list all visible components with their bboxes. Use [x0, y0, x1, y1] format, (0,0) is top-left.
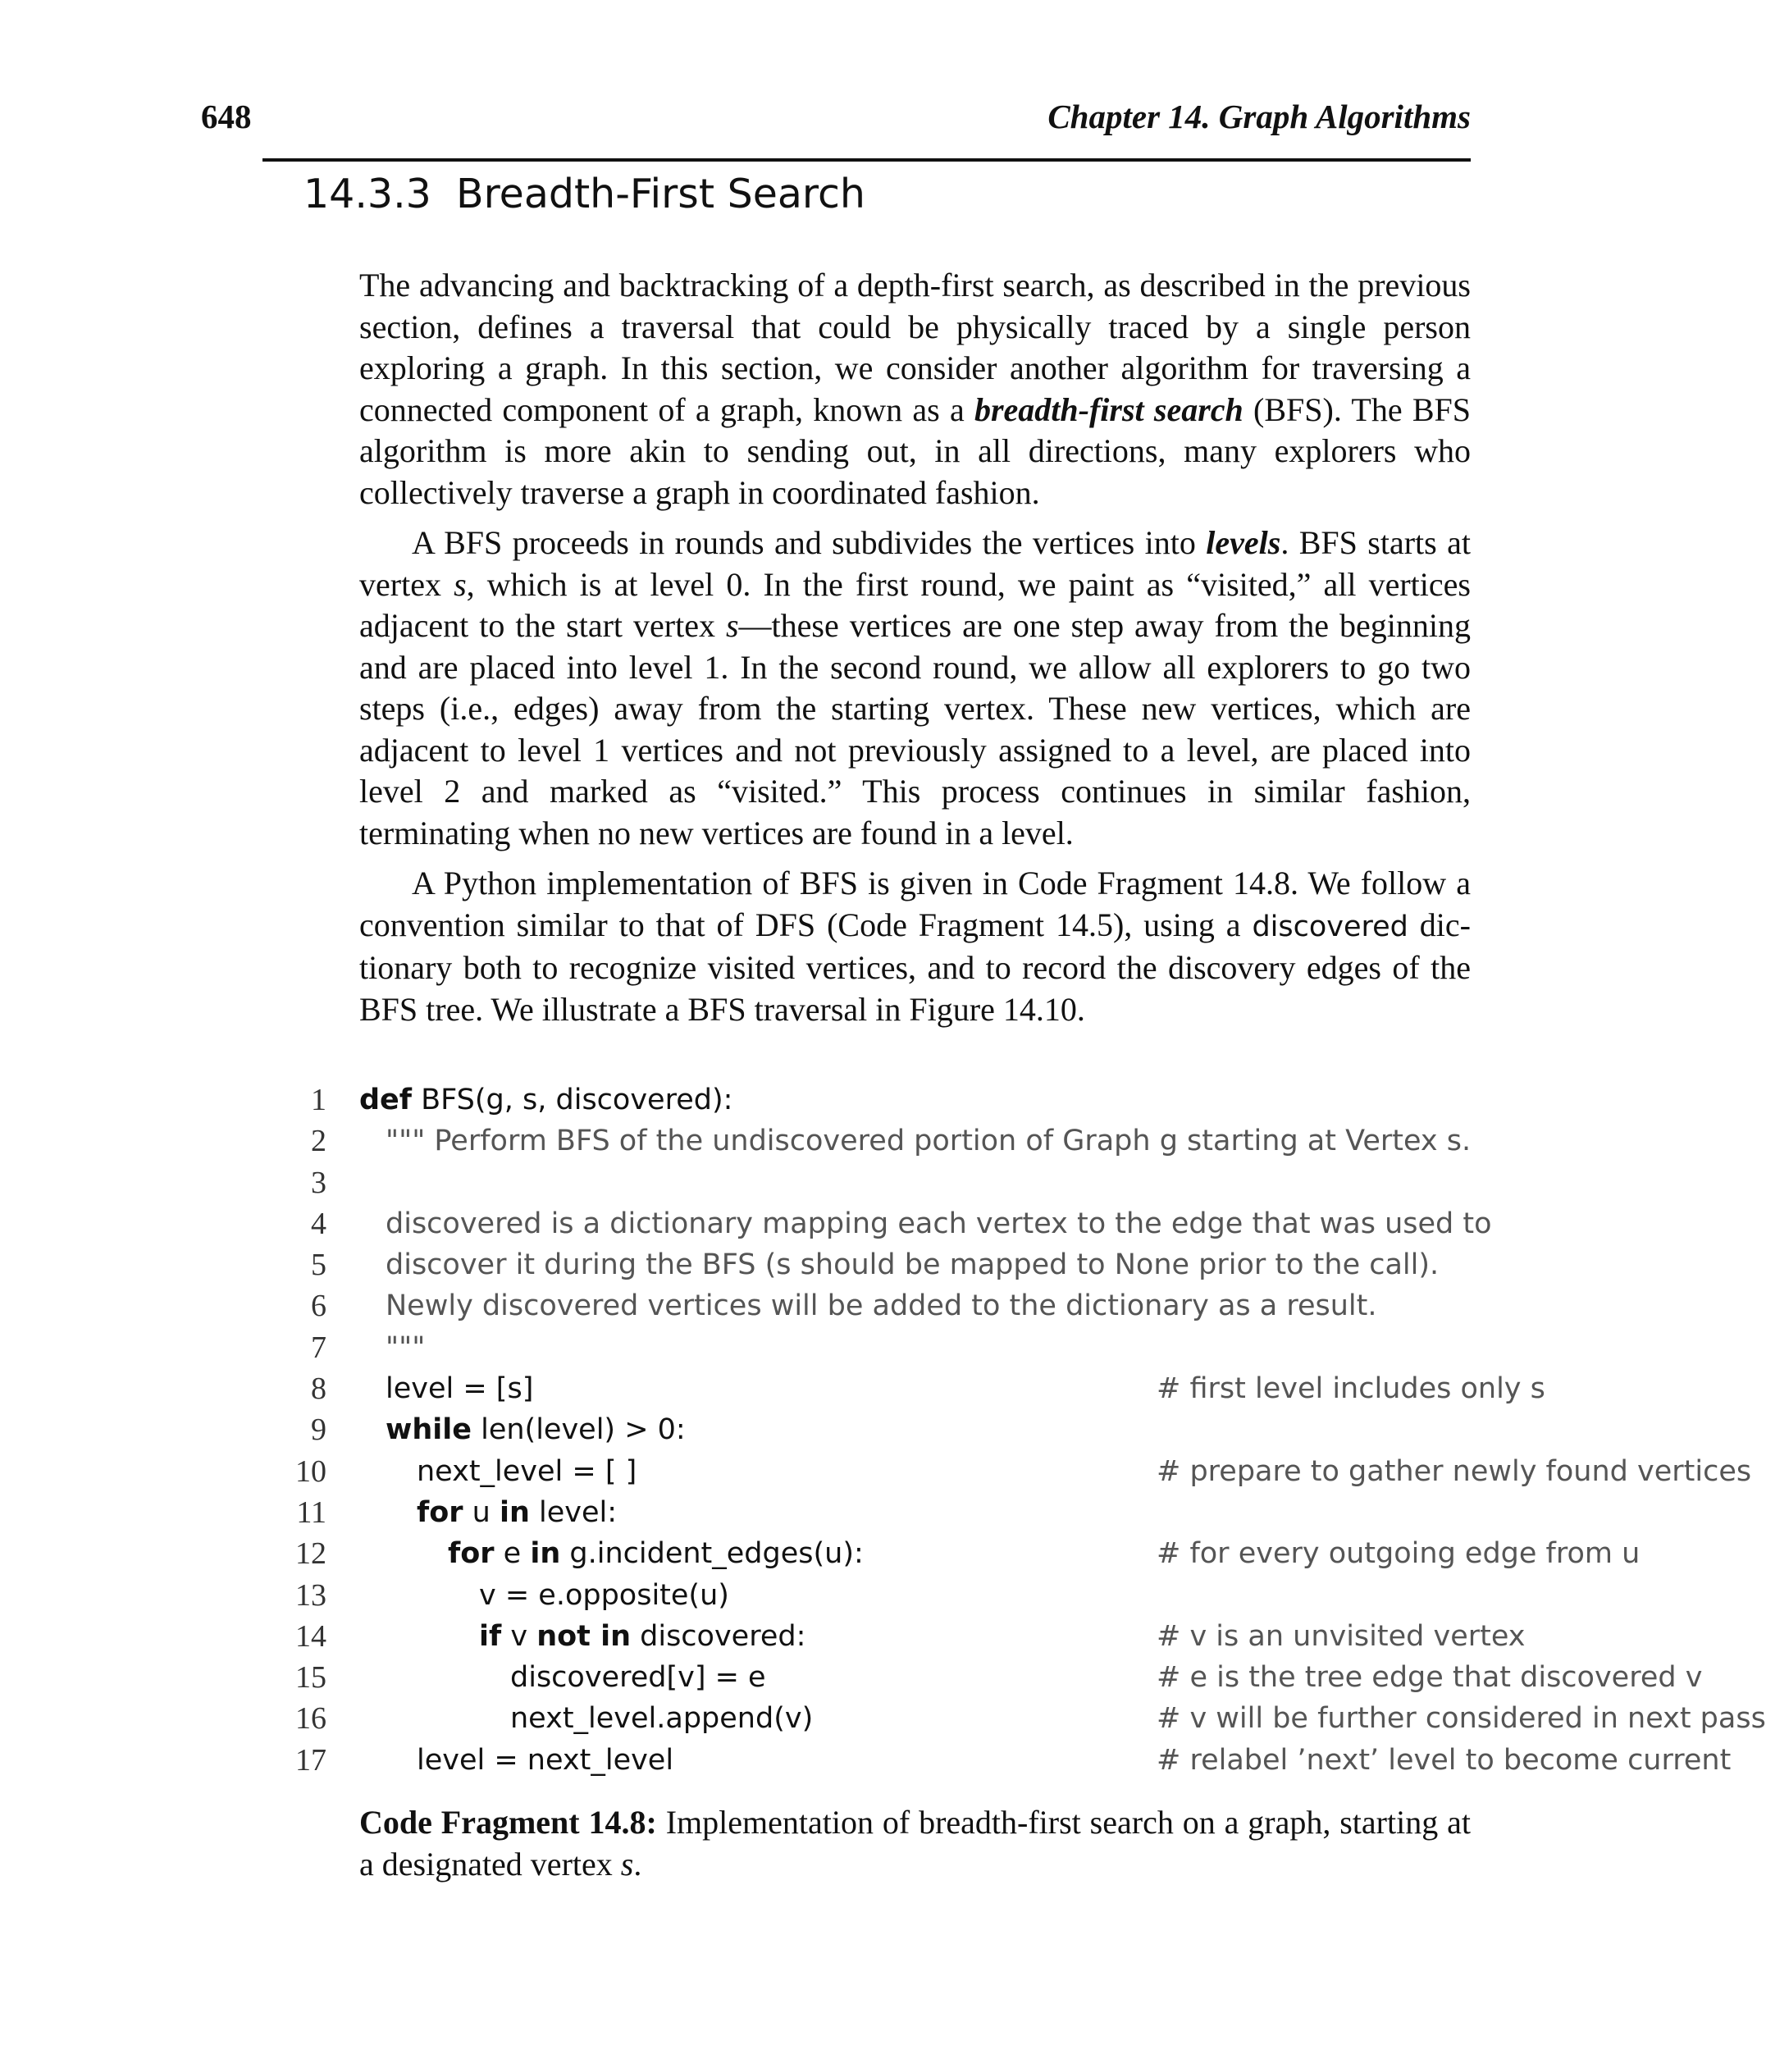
- keyword: not in: [536, 1619, 631, 1653]
- code-line-13: [287, 1575, 1476, 1616]
- code-text: next_level = [ ]: [417, 1454, 637, 1488]
- code-word-discovered: discovered: [1252, 910, 1408, 943]
- paragraph-1-text-end: (BFS). The BFS algorithm is more akin to sending out, in all directions, many explorers who collectively traverse a graph in coordinated fashion.: [359, 390, 1471, 511]
- code-line-8: [287, 1368, 1545, 1409]
- keyword: for: [417, 1495, 463, 1529]
- docstring: discovered is a dictionary mapping each vertex to the edge that was used to: [386, 1207, 1492, 1240]
- line-number: 9: [311, 1413, 326, 1448]
- code-line-9: [287, 1409, 1476, 1450]
- code-line-11: [287, 1492, 1476, 1533]
- paragraph-3-text-end: dictionary both to recognize visited vertices, and to record the discovery edges of the BFS tree. We illustrate a BFS traversal in Figure 14.10.: [359, 906, 1471, 1028]
- code-text: level:: [529, 1495, 618, 1529]
- code-comment: # e is the tree edge that discovered v: [1157, 1661, 1703, 1695]
- line-number: 2: [311, 1124, 326, 1159]
- section-heading: [303, 171, 865, 217]
- code-comment: # first level includes only s: [1157, 1372, 1545, 1406]
- paragraph-2-text: A BFS proceeds in rounds and subdivides the vertices into: [412, 524, 1207, 561]
- line-number: 4: [311, 1206, 326, 1241]
- code-line-3: [287, 1162, 1476, 1203]
- code-line-2: [287, 1120, 1476, 1162]
- keyword: if: [479, 1619, 502, 1653]
- code-text: discovered[v] = e: [510, 1661, 766, 1695]
- line-number: 16: [295, 1701, 326, 1737]
- term-breadth-first-search: breadth-first search: [974, 390, 1244, 428]
- code-line-4: [287, 1203, 1492, 1244]
- code-line-14: [287, 1616, 1526, 1657]
- caption-end: .: [633, 1846, 642, 1883]
- code-line-10: [287, 1451, 1752, 1492]
- code-text: next_level.append(v): [510, 1702, 814, 1736]
- var-s: s: [725, 607, 739, 644]
- docstring: """ Perform BFS of the undiscovered portion of Graph g starting at Vertex s.: [386, 1125, 1472, 1158]
- code-comment: # v is an unvisited vertex: [1157, 1619, 1526, 1653]
- caption-label: Code Fragment 14.8:: [359, 1804, 657, 1841]
- code-text: discovered:: [631, 1619, 806, 1653]
- code-comment: # prepare to gather newly found vertices: [1157, 1454, 1752, 1488]
- line-number: 8: [311, 1371, 326, 1407]
- code-text: len(level) > 0:: [471, 1413, 686, 1447]
- keyword: def: [359, 1084, 413, 1116]
- code-caption: [359, 1801, 1471, 1885]
- docstring: """: [386, 1330, 426, 1364]
- var-s: s: [454, 565, 467, 603]
- code-line-5: [287, 1244, 1476, 1285]
- line-number: 6: [311, 1289, 326, 1324]
- running-title: Chapter 14. Graph Algorithms: [1047, 98, 1471, 135]
- line-number: 11: [296, 1495, 326, 1530]
- code-line-7: [287, 1327, 1476, 1368]
- keyword: while: [386, 1413, 472, 1447]
- paragraph-1-text: The advancing and backtracking of a depth-first search, as described in the previous section, defines a traversal that could be physically traced by a single person exploring a graph. In this section, we consider another algorithm for traversing a connected component of a graph, known as a: [359, 267, 1471, 428]
- code-line-16: [287, 1698, 1766, 1739]
- caption-text: Implementation of breadth-first search on a graph, starting at a designated vertex: [359, 1804, 1471, 1883]
- code-line-6: [287, 1285, 1476, 1326]
- line-number: 5: [311, 1248, 326, 1283]
- line-number: 13: [295, 1577, 326, 1613]
- code-line-17: [287, 1740, 1732, 1781]
- keyword: in: [499, 1495, 530, 1529]
- code-text: level = next_level: [417, 1743, 674, 1777]
- line-number: 15: [295, 1660, 326, 1695]
- code-listing: [287, 1079, 1766, 1781]
- line-number: 7: [311, 1330, 326, 1365]
- code-comment: # v will be further considered in next pass: [1157, 1702, 1766, 1736]
- docstring: discover it during the BFS (s should be mapped to None prior to the call).: [386, 1248, 1440, 1282]
- code-text: level = [s]: [386, 1372, 534, 1406]
- code-line-15: [287, 1657, 1703, 1698]
- code-text: g.incident_edges(u):: [560, 1537, 864, 1571]
- paragraph-1: [359, 265, 1471, 513]
- page-number: 648: [201, 98, 252, 135]
- term-levels: levels: [1206, 524, 1281, 561]
- keyword: in: [530, 1537, 561, 1571]
- line-number: 10: [295, 1454, 326, 1489]
- line-number: 17: [295, 1742, 326, 1778]
- page-header: [201, 97, 1471, 138]
- code-text: v = e.opposite(u): [479, 1578, 729, 1612]
- header-rule: [262, 158, 1471, 162]
- code-text: v: [501, 1619, 537, 1653]
- code-comment: # for every outgoing edge from u: [1157, 1537, 1641, 1571]
- paragraph-2: [359, 523, 1471, 854]
- paragraph-3: [359, 863, 1471, 1030]
- paragraph-2-text-c: , which is at level 0. In the first round, we paint as “visited,” all vertices adjacent to the start vertex: [359, 565, 1471, 644]
- body-text: [359, 265, 1471, 1039]
- var-s: s: [620, 1846, 634, 1883]
- code-text: u: [463, 1495, 500, 1529]
- code-text: e: [494, 1537, 531, 1571]
- code-line-12: [287, 1533, 1641, 1574]
- keyword: for: [448, 1537, 495, 1571]
- line-number: 3: [311, 1165, 326, 1200]
- line-number: 12: [295, 1536, 326, 1572]
- line-number: 14: [295, 1618, 326, 1654]
- code-text: BFS(g, s, discovered):: [412, 1084, 733, 1116]
- paragraph-2-text-b: . BFS starts at vertex: [359, 524, 1471, 603]
- section-title: Breadth-First Search: [456, 171, 865, 217]
- code-line-1: [287, 1079, 1476, 1120]
- paragraph-3-text: A Python implementation of BFS is given in Code Fragment 14.8. We follow a convention similar to that of DFS (Code Fragment 14.5), using a: [359, 865, 1471, 943]
- docstring: Newly discovered vertices will be added to the dictionary as a result.: [386, 1289, 1377, 1323]
- paragraph-2-text-d: —these vertices are one step away from the beginning and are placed into level 1. In the second round, we allow all explorers to go two steps (i.e., edges) away from the starting vertex. These new vertices, which are adjacent to level 1 vertices and not previously assigned to a level, are placed into level 2 and marked as “visited.” This process continues in similar fashion, terminating when no new vertices are found in a level.: [359, 607, 1472, 851]
- code-comment: # relabel ’next’ level to become current: [1157, 1743, 1732, 1777]
- line-number: 1: [311, 1083, 326, 1117]
- section-number: 14.3.3: [303, 171, 431, 217]
